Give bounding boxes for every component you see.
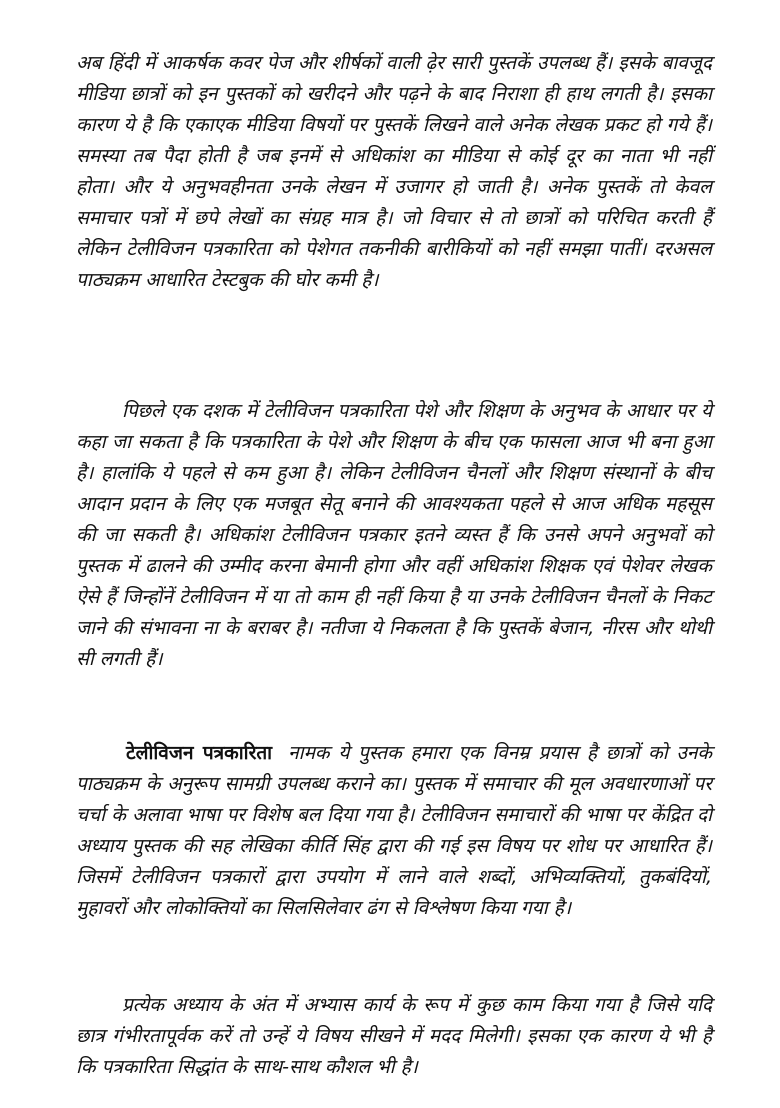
paragraph-3-text: नामक ये पुस्तक हमारा एक विनम्र प्रयास है छात्रों को उनके पाठ्यक्रम के अनुरूप सामग्री उपलब्ध कराने का। पुस्तक में समाचार की मूल अवधारणाओं पर चर्चा के अलावा भाषा पर विशेष बल दिया गया है। टेलीविजन समाचारों की भाषा पर केंद्रित दो अध्याय पुस्तक की सह लेखिका कीर्ति सिंह द्वारा की गई इस विषय पर शोध पर आधारित हैं। जिसमें टेलीविजन पत्रकारों द्वारा उपयोग में लाने वाले शब्दों, अभिव्यक्तियों, तुकबंदियों, मुहावरों और लोकोक्तियों का सिलसिलेवार ढंग से विश्लेषण किया गया है।	[76, 742, 712, 919]
paragraph-3	[76, 738, 712, 924]
paragraph-2: पिछले एक दशक में टेलीविजन पत्रकारिता पेशे और शिक्षण के अनुभव के आधार पर ये कहा जा सकता है कि पत्रकारिता के पेशे और शिक्षण के बीच एक फासला आज भी बना हुआ है। हालांकि ये पहले से कम हुआ है। लेकिन टेलीविजन चैनलों और शिक्षण संस्थानों के बीच आदान प्रदान के लिए एक मजबूत सेतू बनाने की आवश्यकता पहले से आज अधिक महसूस की जा सकती है। अधिकांश टेलीविजन पत्रकार इतने व्यस्त हैं कि उनसे अपने अनुभवों को पुस्तक में ढालने की उम्मीद करना बेमानी होगा और वहीं अधिकांश शिक्षक एवं पेशेवर लेखक ऐसे हैं जिन्होंनें टेलीविजन में या तो काम ही नहीं किया है या उनके टेलीविजन चैनलों के निकट जाने की संभावना ना के बराबर है। नतीजा ये निकलता है कि पुस्तकें बेजान, नीरस और थोथी सी लगती हैं।	[76, 400, 712, 670]
paragraph-4: प्रत्येक अध्याय के अंत में अभ्यास कार्य के रूप में कुछ काम किया गया है जिसे यदि छात्र गंभीरतापूर्वक करें तो उन्हें ये विषय सीखने में मदद मिलेगी। इसका एक कारण ये भी है कि पत्रकारिता सिद्धांत के साथ-साथ कौशल भी है।	[76, 994, 712, 1078]
paragraph-1: अब हिंदी में आकर्षक कवर पेज और शीर्षकों वाली ढ़ेर सारी पुस्तकें उपलब्ध हैं। इसके बावजूद मीडिया छात्रों को इन पुस्तकों को खरीदने और पढ़ने के बाद निराशा ही हाथ लगती है। इसका कारण ये है कि एकाएक मीडिया विषयों पर पुस्तकें लिखने वाले अनेक लेखक प्रकट हो गये हैं। समस्या तब पैदा होती है जब इनमें से अधिकांश का मीडिया से कोई दूर का नाता भी नहीं होता। और ये अनुभवहीनता उनके लेखन में उजागर हो जाती है। अनेक पुस्तकें तो केवल समाचार पत्रों में छपे लेखों का संग्रह मात्र है। जो विचार से तो छात्रों को परिचित करती हैं लेकिन टेलीविजन पत्रकारिता को पेशेगत तकनीकी बारीकियों को नहीं समझा पातीं। दरअसल पाठ्यक्रम आधारित टेस्टबुक की घोर कमी है।	[76, 52, 712, 291]
book-title: टेलीविजन पत्रकारिता	[126, 742, 273, 764]
